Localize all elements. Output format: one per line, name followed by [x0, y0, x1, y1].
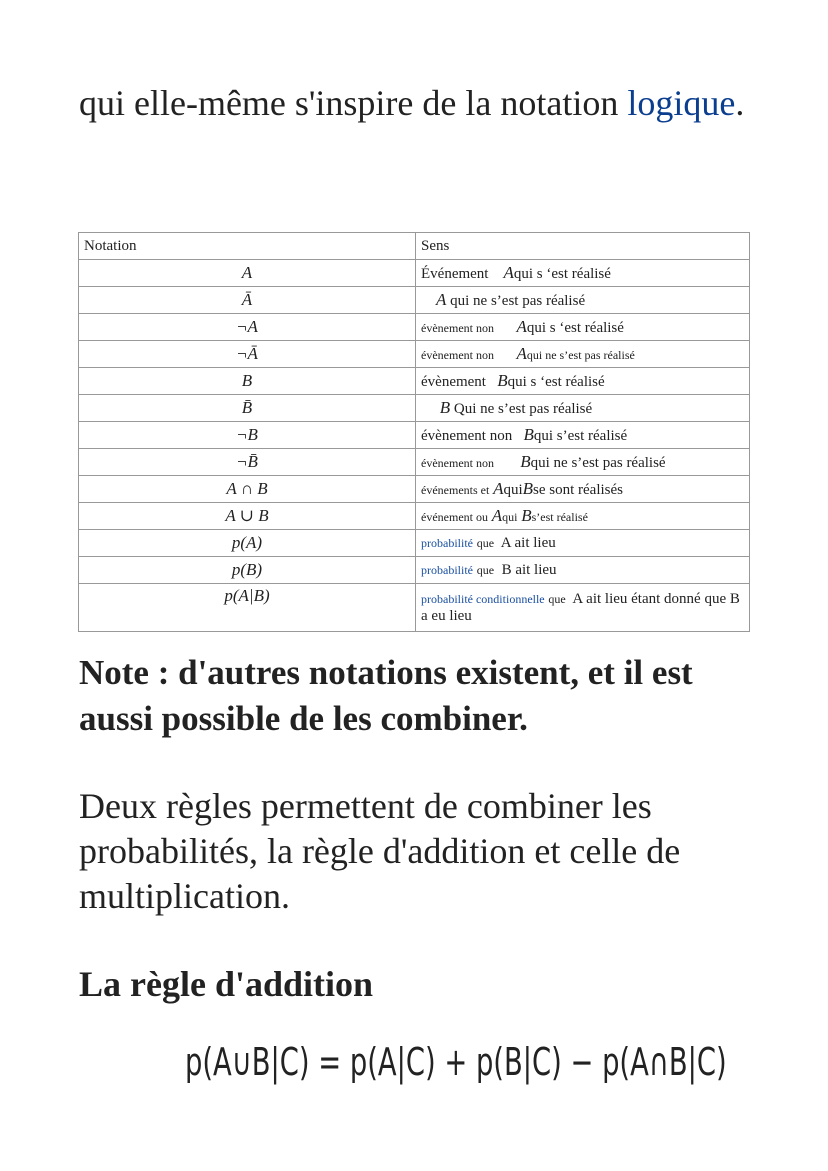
table-row — [79, 341, 750, 368]
sens-symbol: A — [493, 479, 504, 498]
notation-cell: p(A) — [79, 530, 416, 557]
sens-text: se sont réalisés — [533, 482, 623, 498]
sens-cell — [416, 287, 750, 314]
rules-paragraph: Deux règles permettent de combiner les probabilités, la règle d'addition et celle de multiplication. — [79, 786, 681, 916]
sens-text: évènement non — [421, 348, 494, 362]
sens-text: qui s ‘est réalisé — [507, 374, 605, 390]
sens-cell — [416, 476, 750, 503]
table-row — [79, 395, 750, 422]
table-row — [79, 584, 750, 632]
sens-text: qui s ‘est réalisé — [513, 266, 611, 282]
notation-cell: B — [79, 368, 416, 395]
table-row — [79, 530, 750, 557]
notation-cell: ¬B — [79, 422, 416, 449]
notation-cell: ¬B̄ — [79, 449, 416, 476]
notation-table — [78, 232, 750, 632]
sens-cell — [416, 260, 750, 287]
table-row — [79, 476, 750, 503]
sens-cell — [416, 530, 750, 557]
probabilite-conditionnelle-link[interactable]: probabilité conditionnelle — [421, 591, 545, 606]
sens-text: A ait lieu — [500, 534, 556, 551]
intro-text: qui elle-même s'inspire de la notation — [79, 83, 619, 123]
sens-text: évènement non — [421, 428, 513, 444]
sens-text: qui ne s’est pas réalisé — [530, 455, 666, 471]
table-row — [79, 422, 750, 449]
notation-cell: ¬A — [79, 314, 416, 341]
sens-symbol: B — [521, 506, 532, 525]
sens-symbol: A — [516, 317, 527, 336]
intro-paragraph — [79, 80, 759, 126]
sens-cell — [416, 368, 750, 395]
sens-text: B ait lieu — [501, 561, 557, 578]
sens-symbol: B — [439, 398, 451, 417]
sens-text: évènement non — [421, 456, 494, 470]
notation-cell: A — [79, 260, 416, 287]
sens-cell — [416, 395, 750, 422]
sens-text: événement ou — [421, 510, 488, 524]
logique-link[interactable]: logique — [627, 83, 736, 123]
table-row — [79, 557, 750, 584]
sens-text: qui ne s’est pas réalisé — [526, 348, 635, 362]
sens-text: qui s ‘est réalisé — [526, 320, 624, 336]
notation-cell: A ∪ B — [79, 503, 416, 530]
table-header-row — [79, 233, 750, 260]
notation-cell: A ∩ B — [79, 476, 416, 503]
sens-text: Événement — [421, 266, 489, 282]
notation-cell: B̄ — [79, 395, 416, 422]
sens-text: qui — [502, 510, 518, 524]
sens-symbol: A — [516, 344, 527, 363]
intro-end: . — [735, 83, 745, 123]
table-row — [79, 368, 750, 395]
sens-text: que — [476, 562, 495, 577]
sens-text: que — [548, 591, 566, 606]
sens-text: que — [476, 535, 495, 550]
sens-cell — [416, 557, 750, 584]
sens-text: évènement — [421, 374, 486, 390]
sens-cell — [416, 449, 750, 476]
sens-cell — [416, 314, 750, 341]
sens-symbol: B — [522, 479, 534, 498]
header-notation: Notation — [79, 233, 416, 260]
sens-symbol: B — [520, 452, 531, 471]
addition-formula: p(A∪B|C) = p(A|C) + p(B|C) − p(A∩B|C) — [185, 1040, 727, 1084]
header-sens: Sens — [416, 233, 750, 260]
sens-text: qui — [503, 482, 523, 498]
notation-cell: Ā — [79, 287, 416, 314]
sens-text: qui ne s’est pas réalisé — [450, 293, 586, 309]
sens-cell — [416, 422, 750, 449]
sens-symbol: B — [523, 425, 534, 444]
probabilite-link[interactable]: probabilité — [421, 535, 473, 550]
table-row — [79, 260, 750, 287]
sens-symbol: B — [497, 371, 508, 390]
notation-cell: ¬Ā — [79, 341, 416, 368]
sens-text: événements et — [421, 483, 490, 497]
sens-text: Qui ne s’est pas réalisé — [453, 401, 593, 417]
sens-text: évènement non — [421, 321, 494, 335]
table-row — [79, 287, 750, 314]
sens-text: s’est réalisé — [531, 510, 588, 524]
notation-cell: p(B) — [79, 557, 416, 584]
sens-text: qui s’est réalisé — [533, 428, 628, 444]
sens-symbol: A — [503, 263, 514, 282]
table-row — [79, 503, 750, 530]
table-row — [79, 314, 750, 341]
sens-cell — [416, 584, 750, 632]
sens-cell — [416, 341, 750, 368]
sens-cell — [416, 503, 750, 530]
section-heading: La règle d'addition — [79, 964, 374, 1004]
sens-symbol: A — [491, 506, 503, 525]
sens-symbol: A — [436, 290, 447, 309]
probabilite-link[interactable]: probabilité — [421, 562, 473, 577]
table-row — [79, 449, 750, 476]
sens-text: A ait lieu étant donné que B a eu lieu — [421, 590, 740, 624]
note-paragraph: Note : d'autres notations existent, et il est aussi possible de les combiner. — [79, 653, 693, 738]
notation-cell: p(A|B) — [79, 584, 416, 632]
